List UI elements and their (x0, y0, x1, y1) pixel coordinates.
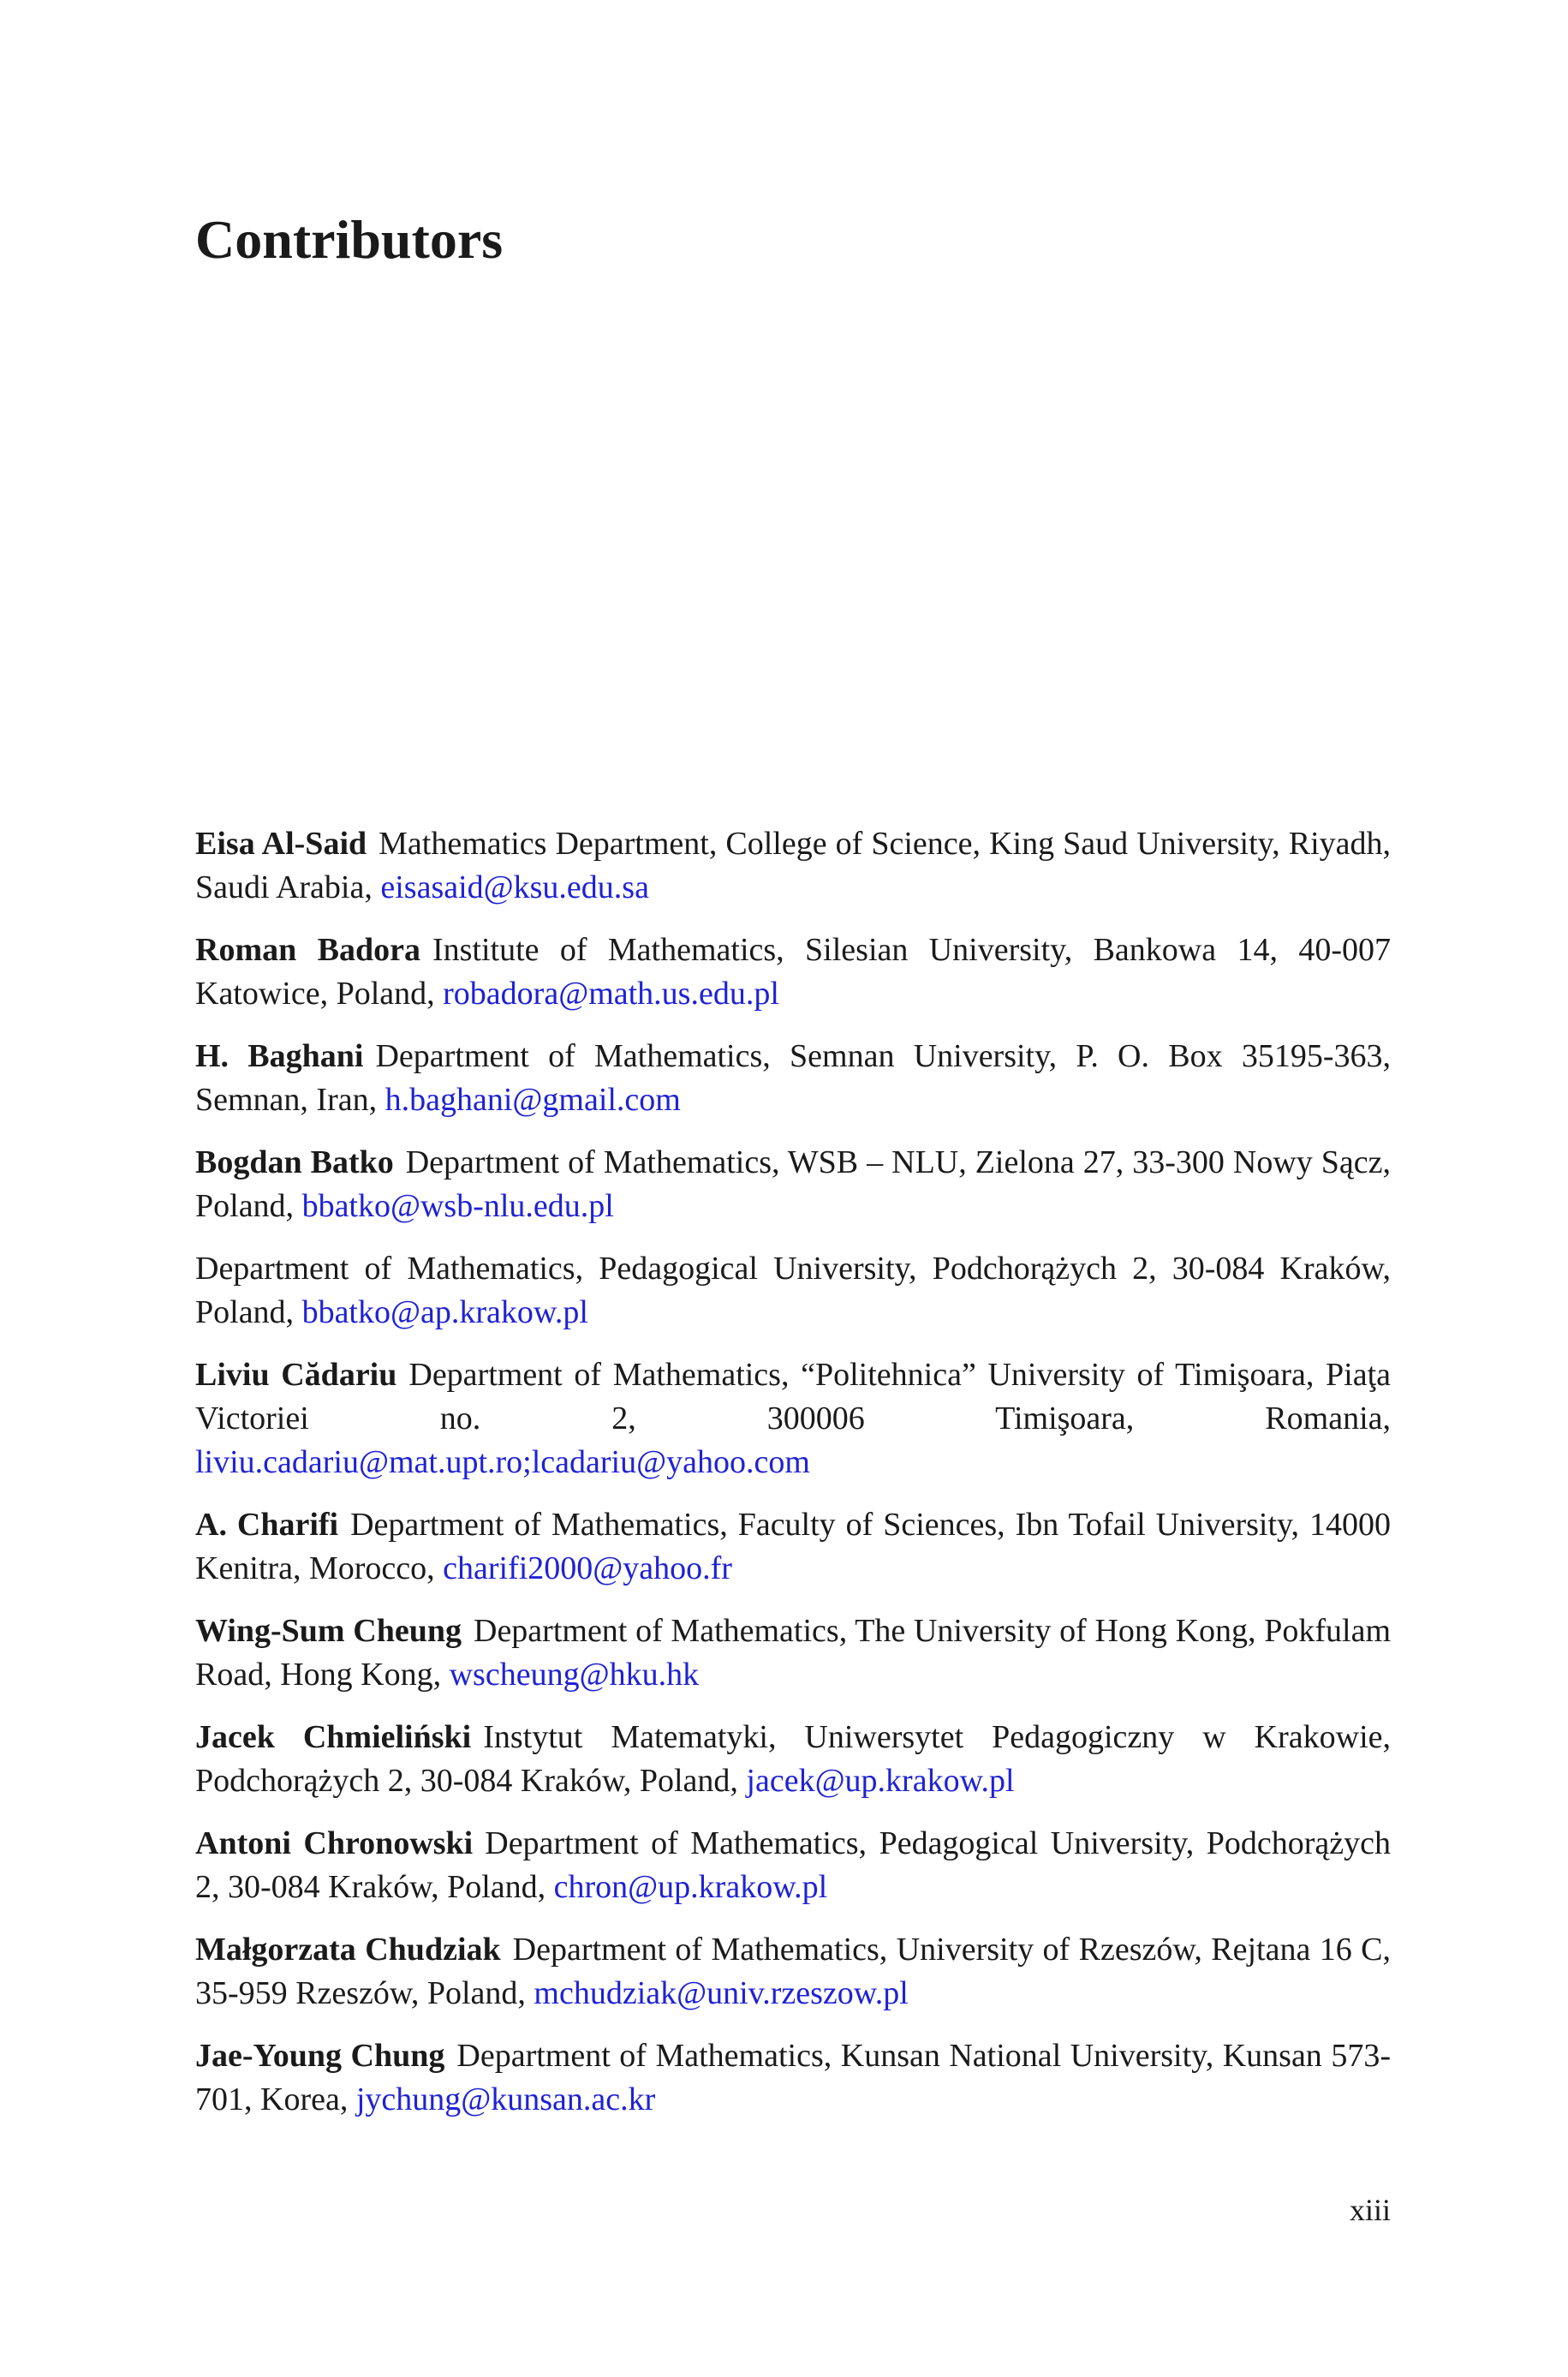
contributor-email-link[interactable]: liviu.cadariu@mat.upt.ro;lcadariu@yahoo.com (195, 1444, 810, 1480)
contributor-name: Małgorzata Chudziak (195, 1932, 501, 1968)
contributor-name: Roman Badora (195, 932, 420, 968)
contributor-email-link[interactable]: wscheung@hku.hk (449, 1657, 700, 1693)
contributor-name: Bogdan Batko (195, 1144, 394, 1180)
contributors-list (195, 822, 1391, 2141)
contributor-entry (195, 1141, 1391, 1228)
contributor-name: Liviu Cădariu (195, 1357, 397, 1393)
contributor-name: Wing-Sum Cheung (195, 1613, 462, 1649)
contributor-affiliation: Department of Mathematics, Faculty of Sciences, Ibn Tofail University, 14000 Kenitra, Morocco, (195, 1507, 1391, 1586)
contributor-affiliation: Department of Mathematics, Semnan University, P. O. Box 35195-363, Semnan, Iran, (195, 1038, 1391, 1118)
contributor-email-link[interactable]: chron@up.krakow.pl (553, 1869, 828, 1905)
contributor-email-link[interactable]: charifi2000@yahoo.fr (443, 1550, 732, 1586)
contributor-affiliation: Instytut Matematyki, Uniwersytet Pedagogiczny w Krakowie, Podchorążych 2, 30-084 Kraków, Poland, (195, 1719, 1391, 1799)
contributor-entry (195, 1353, 1391, 1484)
contributor-name: A. Charifi (195, 1507, 339, 1543)
contributor-entry (195, 1610, 1391, 1697)
contributor-affiliation: Department of Mathematics, Pedagogical University, Podchorążych 2, 30-084 Kraków, Poland, (195, 1251, 1391, 1330)
contributor-affiliation: Department of Mathematics, WSB – NLU, Zielona 27, 33-300 Nowy Sącz, Poland, (195, 1144, 1391, 1224)
contributor-affiliation: Department of Mathematics, University of Rzeszów, Rejtana 16 C, 35-959 Rzeszów, Poland, (195, 1932, 1391, 2011)
contributor-entry (195, 2034, 1391, 2122)
contributor-name: H. Baghani (195, 1038, 364, 1074)
contributor-affiliation: Department of Mathematics, Kunsan National University, Kunsan 573-701, Korea, (195, 2038, 1391, 2117)
contributor-entry (195, 929, 1391, 1016)
contributor-entry (195, 822, 1391, 910)
contributor-affiliation: Mathematics Department, College of Science, King Saud University, Riyadh, Saudi Arabia, (195, 826, 1391, 905)
contributor-affiliation: Department of Mathematics, “Politehnica” University of Timişoara, Piaţa Victoriei no. 2, 300006 Timişoara, Romania, (195, 1357, 1391, 1436)
contributor-entry (195, 1822, 1391, 1909)
contributor-name: Eisa Al-Said (195, 826, 367, 862)
contributor-affiliation: Department of Mathematics, The University of Hong Kong, Pokfulam Road, Hong Kong, (195, 1613, 1392, 1693)
contributor-email-link[interactable]: bbatko@wsb-nlu.edu.pl (301, 1188, 614, 1224)
contributor-email-link[interactable]: jacek@up.krakow.pl (746, 1763, 1015, 1799)
contributor-affiliation: Institute of Mathematics, Silesian University, Bankowa 14, 40-007 Katowice, Poland, (195, 932, 1391, 1012)
contributor-name: Antoni Chronowski (195, 1825, 474, 1861)
page-title: Contributors (195, 209, 504, 270)
contributor-affiliation: Department of Mathematics, Pedagogical University, Podchorążych 2, 30-084 Kraków, Poland, (195, 1825, 1392, 1905)
contributor-email-link[interactable]: mchudziak@univ.rzeszow.pl (534, 1975, 909, 2011)
contributor-entry-continued (195, 1247, 1391, 1335)
contributor-name: Jacek Chmieliński (195, 1719, 472, 1755)
contributor-email-link[interactable]: eisasaid@ksu.edu.sa (380, 869, 649, 905)
contributor-entry (195, 1716, 1391, 1803)
contributor-email-link[interactable]: h.baghani@gmail.com (385, 1082, 681, 1118)
contributor-email-link[interactable]: jychung@kunsan.ac.kr (355, 2081, 656, 2117)
contributor-entry (195, 1503, 1391, 1591)
contributor-email-link[interactable]: bbatko@ap.krakow.pl (301, 1294, 588, 1330)
contributor-name: Jae-Young Chung (195, 2038, 445, 2074)
contributor-entry (195, 1928, 1391, 2016)
page-number: xiii (1349, 2193, 1391, 2227)
contributor-email-link[interactable]: robadora@math.us.edu.pl (443, 976, 779, 1012)
contributor-entry (195, 1035, 1391, 1122)
